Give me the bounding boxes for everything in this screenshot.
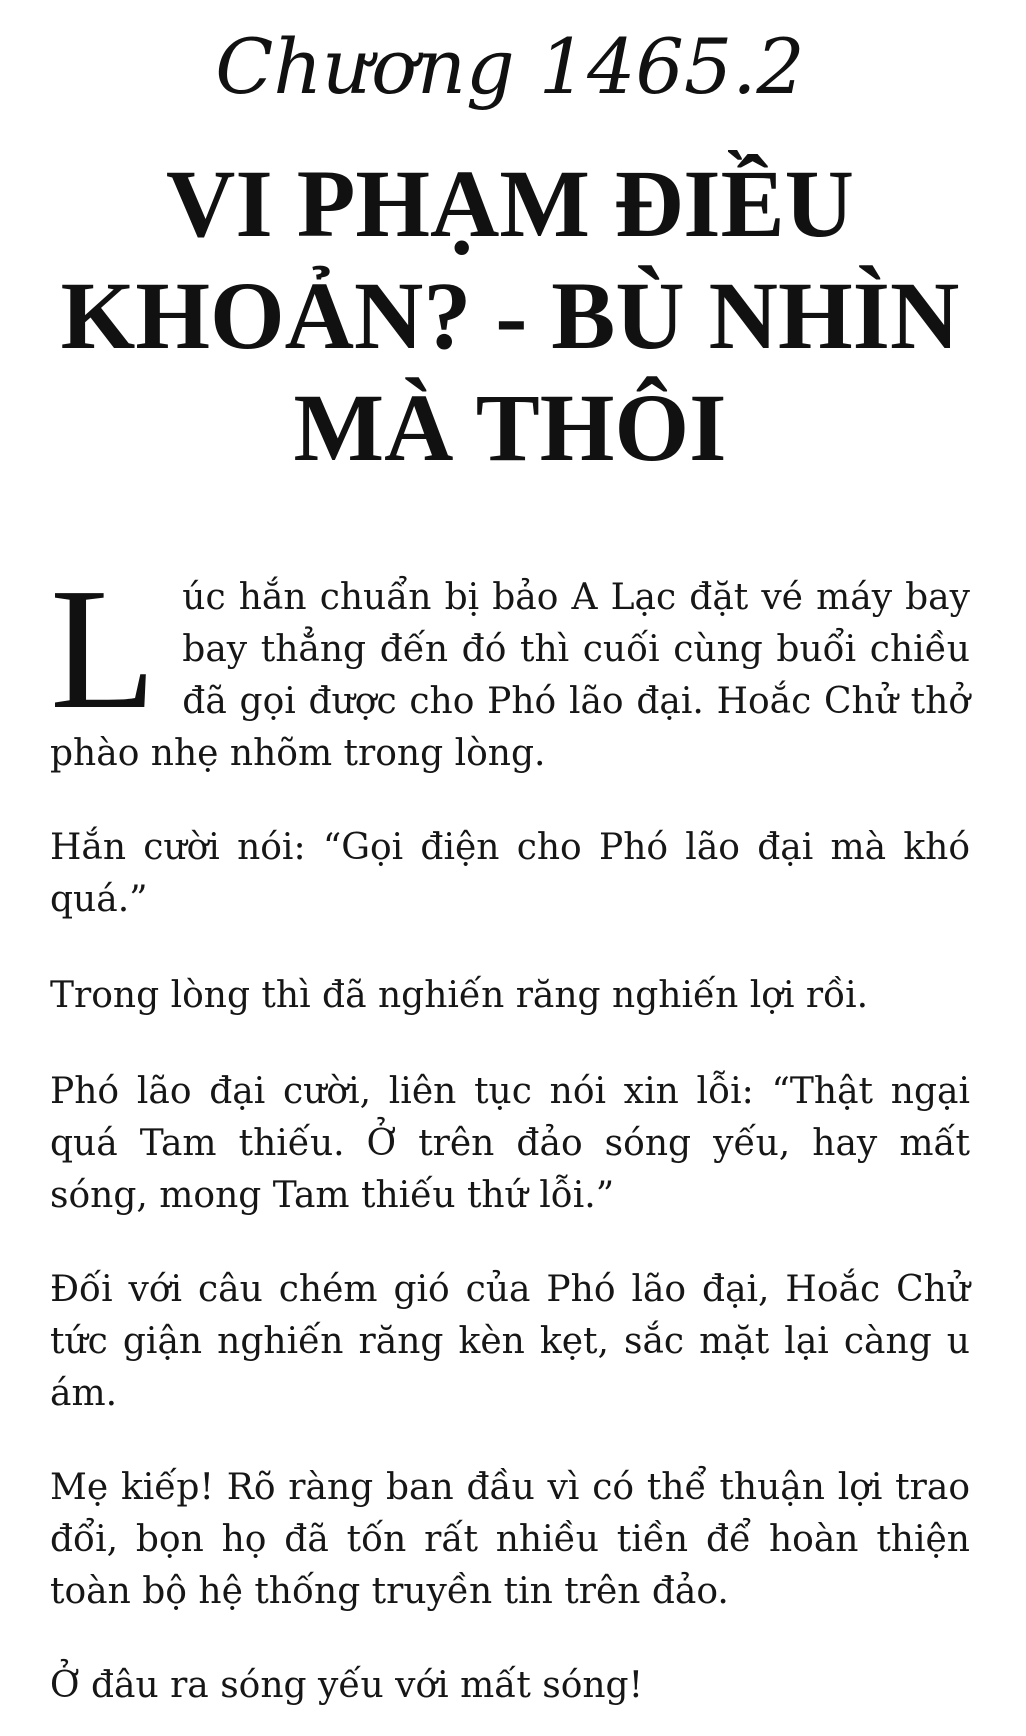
chapter-number: Chương 1465.2 <box>215 22 805 111</box>
paragraph-7: Ở đâu ra sóng yếu với mất sóng! <box>50 1665 644 1706</box>
reading-page <box>50 0 970 1736</box>
paragraph-1 <box>50 552 970 780</box>
paragraph-6: Mẹ kiếp! Rõ ràng ban đầu vì có thể thuận lợi trao đổi, bọn họ đã tốn rất nhiều tiền để hoàn thiện toàn bộ hệ thống truyền tin trên đảo. <box>50 1467 970 1612</box>
drop-cap-letter: L <box>50 552 157 745</box>
paragraph-2: Hắn cười nói: “Gọi điện cho Phó lão đại mà khó quá.” <box>50 827 970 920</box>
paragraph-5: Đối với câu chém gió của Phó lão đại, Hoắc Chử tức giận nghiến răng kèn kẹt, sắc mặt lại càng u ám. <box>50 1269 970 1414</box>
paragraph-4: Phó lão đại cười, liên tục nói xin lỗi: “Thật ngại quá Tam thiếu. Ở trên đảo sóng yếu, hay mất sóng, mong Tam thiếu thứ lỗi.” <box>50 1071 970 1216</box>
chapter-title: VI PHẠM ĐIỀU KHOẢN? - BÙ NHÌN MÀ THÔI <box>60 150 960 481</box>
paragraph-1-text: úc hắn chuẩn bị bảo A Lạc đặt vé máy bay bay thẳng đến đó thì cuối cùng buổi chiều đã gọi được cho Phó lão đại. Hoắc Chử thở phào nhẹ nhõm trong lòng. <box>50 577 970 774</box>
paragraph-3: Trong lòng thì đã nghiến răng nghiến lợi rồi. <box>50 975 869 1016</box>
